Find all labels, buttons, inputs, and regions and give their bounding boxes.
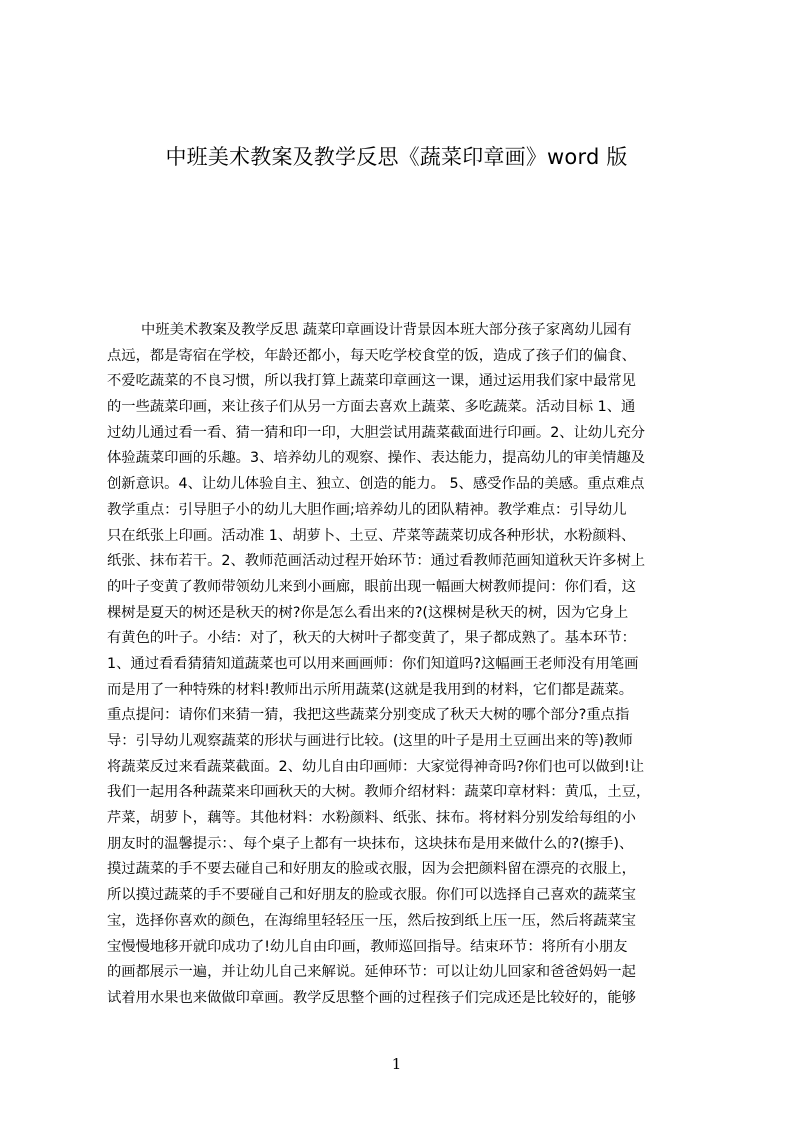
text-line: 有黄色的叶子。小结：对了，秋天的大树叶子都变黄了，果子都成熟了。基本环节： <box>107 630 636 647</box>
text-line: 中班美术教案及教学反思 蔬菜印章画设计背景因本班大部分孩子家离幼儿园有 <box>141 322 632 338</box>
text-line: 纸张、抹布若干。2、教师范画活动过程开始环节：通过看教师范画知道秋天许多树上 <box>107 553 646 570</box>
text-line: 试着用水果也来做做印章画。教学反思整个画的过程孩子们完成还是比较好的，能够 <box>107 989 636 1006</box>
text-line: 体验蔬菜印画的乐趣。3、培养幼儿的观察、操作、表达能力，提高幼儿的审美情趣及 <box>107 450 646 467</box>
text-line: 过幼儿通过看一看、猜一猜和印一印，大胆尝试用蔬菜截面进行印画。2、让幼儿充分 <box>107 424 646 441</box>
text-line: 的一些蔬菜印画，来让孩子们从另一方面去喜欢上蔬菜、多吃蔬菜。活动目标 1、通 <box>107 399 636 416</box>
text-line: 朋友时的温馨提示：、每个桌子上都有一块抹布，这块抹布是用来做什么的?(擦手)、 <box>107 835 634 852</box>
text-line: 点远，都是寄宿在学校，年龄还都小，每天吃学校食堂的饭，造成了孩子们的偏食、 <box>107 347 636 364</box>
text-line: 的叶子变黄了教师带领幼儿来到小画廊，眼前出现一幅画大树教师提问：你们看，这 <box>107 578 636 595</box>
text-line: 的画都展示一遍，并让幼儿自己来解说。延伸环节：可以让幼儿回家和爸爸妈妈一起 <box>107 964 636 981</box>
text-line: 芹菜，胡萝卜，藕等。其他材料：水粉颜料、纸张、抹布。将材料分别发给每组的小 <box>107 810 636 827</box>
document-title: 中班美术教案及教学反思《蔬菜印章画》word 版 <box>165 145 628 169</box>
text-line: 只在纸张上印画。活动准 1、胡萝卜、土豆、芹菜等蔬菜切成各种形状，水粉颜料、 <box>107 527 636 544</box>
text-line: 1、通过看看猜猜知道蔬菜也可以用来画画师：你们知道吗?这幅画王老师没有用笔画 <box>107 655 639 672</box>
text-line: 将蔬菜反过来看蔬菜截面。2、幼儿自由印画师：大家觉得神奇吗?你们也可以做到!让 <box>107 758 645 775</box>
body-text <box>107 318 697 1012</box>
text-line: 而是用了一种特殊的材料!教师出示所用蔬菜(这就是我用到的材料，它们都是蔬菜。 <box>107 681 633 698</box>
text-line: 导：引导幼儿观察蔬菜的形状与画进行比较。(这里的叶子是用土豆画出来的等)教师 <box>107 733 633 749</box>
text-line: 宝，选择你喜欢的颜色，在海绵里轻轻压一压，然后按到纸上压一压，然后将蔬菜宝 <box>107 912 636 929</box>
text-line: 我们一起用各种蔬菜来印画秋天的大树。教师介绍材料：蔬菜印章材料：黄瓜，土豆， <box>107 784 651 801</box>
text-line: 宝慢慢地移开就印成功了!幼儿自由印画，教师巡回指导。结束环节：将所有小朋友 <box>107 938 628 955</box>
text-line: 棵树是夏天的树还是秋天的树?你是怎么看出来的?(这棵树是秋天的树，因为它身上 <box>107 604 629 621</box>
text-line: 摸过蔬菜的手不要去碰自己和好朋友的脸或衣服，因为会把颜料留在漂亮的衣服上， <box>107 861 636 878</box>
text-line: 教学重点：引导胆子小的幼儿大胆作画;培养幼儿的团队精神。教学难点：引导幼儿 <box>107 501 627 518</box>
text-line: 不爱吃蔬菜的不良习惯，所以我打算上蔬菜印章画这一课，通过运用我们家中最常见 <box>107 373 636 390</box>
text-line: 所以摸过蔬菜的手不要碰自己和好朋友的脸或衣服。你们可以选择自己喜欢的蔬菜宝 <box>107 887 636 904</box>
text-line: 重点提问：请你们来猜一猜，我把这些蔬菜分别变成了秋天大树的哪个部分?重点指 <box>107 707 630 724</box>
text-line: 创新意识。4、让幼儿体验自主、独立、创造的能力。 5、感受作品的美感。重点难点 <box>107 476 645 493</box>
page-number: 1 <box>391 1055 402 1073</box>
